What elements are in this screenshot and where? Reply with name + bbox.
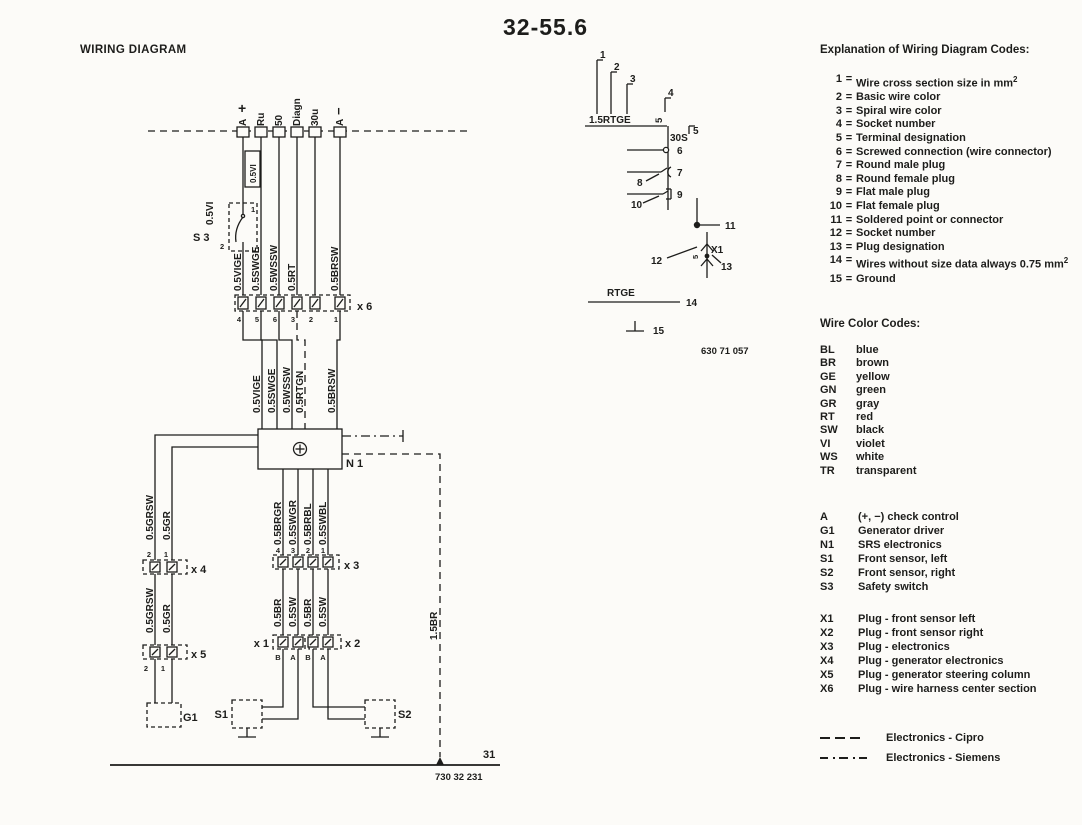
callout-3: 3: [630, 74, 636, 85]
wire-label: 0.5WSSW: [282, 366, 293, 413]
x2-pin: B: [305, 653, 311, 662]
explanation-item: 15 = Ground: [829, 272, 896, 285]
explanation-item: 3 = Spiral wire color: [835, 104, 942, 117]
x2-label: x 2: [345, 638, 361, 650]
page-title: 32-55.6: [503, 14, 589, 40]
x1-label: x 1: [253, 638, 269, 650]
callout-12: 12: [651, 256, 663, 267]
part-number: 730 32 231: [435, 772, 483, 783]
x6-pin: 2: [308, 315, 314, 324]
wire-color-row: BL blue: [820, 344, 879, 356]
x6-pin-contacts: [238, 297, 345, 309]
explanation-item: 11 = Soldered point or connector: [830, 213, 1004, 226]
terminal-50: [273, 114, 285, 145]
terminal-30u: [309, 109, 321, 145]
wire-label: 0.5BRSW: [330, 246, 341, 291]
explanation-item: 12 = Socket number: [829, 227, 936, 240]
connector-x3: [273, 546, 359, 572]
x2-pin: A: [320, 653, 326, 662]
callout-11: 11: [725, 221, 736, 232]
explanation-item: 2 = Basic wire color: [835, 91, 941, 104]
unsized-wire-example: [588, 288, 698, 309]
wire-label-0.5vi: 0.5VI: [205, 201, 216, 225]
bus-label-31: 31: [483, 749, 496, 761]
dashed-line-sample: [820, 737, 872, 739]
wire-label: 0.5SWGE: [251, 246, 262, 291]
line-style-label: Electronics - Cipro: [886, 732, 984, 744]
wiring-diagram-heading: WIRING DIAGRAM: [80, 44, 187, 56]
explanation-item: 1 = Wire cross section size in $mm^2$: [835, 73, 1018, 90]
minus-sign: −: [331, 107, 346, 115]
explanation-title: Explanation of Wiring Diagram Codes:: [820, 44, 1030, 56]
socket-number-example: 5: [691, 254, 700, 259]
x3-pin: 1: [320, 546, 326, 555]
line-style-legend-block: [820, 728, 1082, 768]
plug-row: X2 Plug - front sensor right: [820, 627, 984, 639]
wire-label: 0.5BR: [273, 598, 284, 627]
g1-label: G1: [183, 712, 198, 724]
connector-x5: [143, 645, 206, 673]
wire-label: 0.5GR: [162, 604, 173, 633]
symbol-legend-canvas: [585, 50, 800, 365]
component-legend-block: [820, 510, 1082, 594]
wire-label: 0.5BRSW: [327, 368, 338, 413]
plug-row: X5 Plug - generator steering column: [820, 669, 1031, 681]
wire-color-row: SW black: [820, 424, 885, 437]
explanation-item: 7 = Round male plug: [835, 159, 946, 172]
callout-15: 15: [653, 326, 665, 337]
explanation-item: 8 = Round female plug: [835, 172, 955, 185]
terminal-designation-example: 30S: [670, 133, 688, 144]
x3-label: x 3: [344, 560, 360, 572]
s2-label: S2: [398, 709, 412, 721]
ground-symbol-example: [626, 321, 665, 337]
wire-label: 0.5BRGR: [273, 501, 284, 545]
component-g1: [147, 703, 198, 727]
plug-designation-x1: X1: [711, 245, 724, 256]
callout-2: 2: [614, 62, 620, 73]
x6-pin: 1: [333, 315, 339, 324]
s3-pin-2: 2: [220, 242, 225, 251]
example-wire-label: 1.5RTGE: [589, 115, 631, 126]
s1-ground-icon: [238, 728, 256, 737]
x6-pin: 3: [290, 315, 296, 324]
wire-color-row: TR transparent: [820, 464, 917, 477]
component-s1: [215, 700, 262, 737]
x3-pin: 3: [290, 546, 296, 555]
s3-label: S 3: [193, 232, 210, 244]
wire-color-row: VI violet: [820, 437, 885, 450]
component-row: A (+, −) check control: [820, 511, 959, 523]
wire-label: 0.5VIGE: [233, 253, 244, 291]
wire-color-example: RTGE: [607, 288, 635, 299]
terminal-label: Diagn: [292, 98, 303, 126]
terminal-label: 50: [274, 114, 285, 126]
explanation-item: 14 = Wires without size data always 0.75 $mm^2$: [829, 254, 1069, 272]
callout-9: 9: [677, 190, 683, 201]
component-row: S2 Front sensor, right: [820, 567, 956, 579]
n1-label: N 1: [346, 458, 364, 470]
plug-row: X4 Plug - generator electronics: [820, 655, 1004, 667]
x1-pin: B: [275, 653, 281, 662]
x4-label: x 4: [191, 564, 207, 576]
component-n1: [258, 429, 363, 470]
wire-color-row: WS white: [820, 451, 885, 464]
line-style-row: [820, 728, 1082, 748]
plug-designation-example: [651, 232, 733, 278]
callout-6: 6: [677, 146, 683, 157]
left-branch: [143, 435, 258, 727]
wire-label: 0.5SW: [288, 596, 299, 627]
plus-sign: +: [238, 100, 247, 116]
callout-7: 7: [677, 168, 683, 179]
dash-dot-line-sample: [820, 757, 872, 759]
terminal-a-plus: [237, 100, 249, 145]
callout-10: 10: [631, 200, 643, 211]
x6-pin: 4: [236, 315, 242, 324]
explanation-item: 5 = Terminal designation: [835, 132, 966, 145]
callout-wire-code: [585, 50, 667, 126]
explanation-item: 6 = Screwed connection (wire connector): [835, 145, 1052, 158]
x3-pin: 4: [275, 546, 281, 555]
wire-color-codes-title: Wire Color Codes:: [820, 318, 921, 330]
x4-pin: 1: [163, 550, 169, 559]
wire-label: 0.5SW: [318, 596, 329, 627]
component-row: G1 Generator driver: [820, 525, 945, 537]
wire-label: 0.5SWGR: [288, 499, 299, 545]
wire-label: 0.5BR: [303, 598, 314, 627]
terminal-label: A: [238, 118, 249, 126]
wire-label-1.5br: 1.5BR: [429, 611, 440, 640]
explanation-item: 13 = Plug designation: [829, 240, 945, 253]
wire-label: 0.5SWGE: [267, 368, 278, 413]
component-row: S1 Front sensor, left: [820, 553, 948, 565]
connector-x1: [254, 635, 305, 662]
wire-label: 0.5GR: [162, 511, 173, 540]
terminal-label: A: [335, 118, 346, 126]
wire-color-codes-block: [820, 318, 1082, 478]
explanation-item: 10 = Flat female plug: [829, 200, 940, 212]
explanation-item: 9 = Flat male plug: [835, 186, 930, 199]
wire-label: 0.5GRSW: [145, 587, 156, 633]
callout-8: 8: [637, 178, 643, 189]
terminal-row: [237, 98, 346, 145]
s2-ground-icon: [371, 728, 389, 737]
component-row: N1 SRS electronics: [820, 539, 942, 551]
x5-pin: 1: [160, 664, 166, 673]
mid-wires: [243, 311, 340, 429]
ground-bus: [110, 749, 500, 783]
wire-label: 0.5BRBL: [303, 503, 314, 545]
x6-label: x 6: [357, 301, 373, 313]
x6-pin: 5: [254, 315, 260, 324]
component-s2: [365, 700, 411, 737]
callout-5: 5: [693, 126, 699, 137]
x3-pin: 2: [305, 546, 311, 555]
plug-row: X1 Plug - front sensor left: [820, 613, 976, 625]
wire-label-0.5vi-boxed: 0.5VI: [249, 164, 258, 183]
wire-label: 0.5GRSW: [145, 494, 156, 540]
callout-14: 14: [686, 298, 698, 309]
socket-pin-example: 5: [654, 117, 665, 123]
explanation-block: [820, 44, 1082, 286]
callout-4: 4: [668, 88, 674, 99]
plug-symbol-examples: [627, 146, 683, 211]
plug-legend-block: [820, 612, 1082, 696]
terminal-label: 30u: [310, 108, 321, 126]
callout-1: 1: [600, 50, 606, 61]
x6-pin: 6: [272, 315, 278, 324]
wiring-diagram-canvas: [85, 95, 515, 795]
connector-x4: [143, 550, 207, 576]
s3-pin-1: 1: [251, 205, 256, 214]
x5-pin: 2: [143, 664, 149, 673]
wire-label: 0.5SWBL: [318, 501, 329, 545]
legend-doc-number: 630 71 057: [701, 346, 749, 357]
switch-blade: [236, 217, 243, 242]
siemens-boundary-line: [342, 430, 403, 442]
terminal-ru: [255, 113, 267, 145]
middle-branch: [215, 469, 412, 737]
line-style-row: [820, 748, 1082, 768]
wire-color-row: GE yellow: [820, 370, 890, 383]
bus-junction: [436, 757, 444, 765]
soldered-point-example: [694, 198, 736, 232]
x5-label: x 5: [191, 649, 207, 661]
wire-label: 0.5RTGN: [295, 370, 306, 413]
line-style-label: Electronics - Siemens: [886, 752, 1001, 764]
wire-color-row: RT red: [820, 411, 874, 424]
terminal-a-minus: [331, 107, 346, 145]
plug-row: X3 Plug - electronics: [820, 641, 950, 653]
wire-color-row: BR brown: [820, 357, 889, 370]
wire-label: 0.5VIGE: [252, 375, 263, 413]
x1-pin: A: [290, 653, 296, 662]
connector-x6: [235, 295, 372, 324]
wire-color-row: GN green: [820, 384, 886, 397]
plug-row: X6 Plug - wire harness center section: [820, 683, 1037, 695]
wire-color-row: GR gray: [820, 397, 880, 410]
x4-pin: 2: [146, 550, 152, 559]
callout-13: 13: [721, 262, 733, 273]
component-row: S3 Safety switch: [820, 581, 929, 593]
terminal-label: Ru: [256, 112, 267, 126]
explanation-item: 4 = Socket number: [835, 118, 936, 131]
wire-label: 0.5WSSW: [269, 244, 280, 291]
terminal-diagn: [291, 98, 303, 145]
safety-switch-s3: [193, 145, 260, 295]
s1-label: S1: [214, 709, 228, 721]
wire-label: 0.5RT: [287, 263, 298, 291]
